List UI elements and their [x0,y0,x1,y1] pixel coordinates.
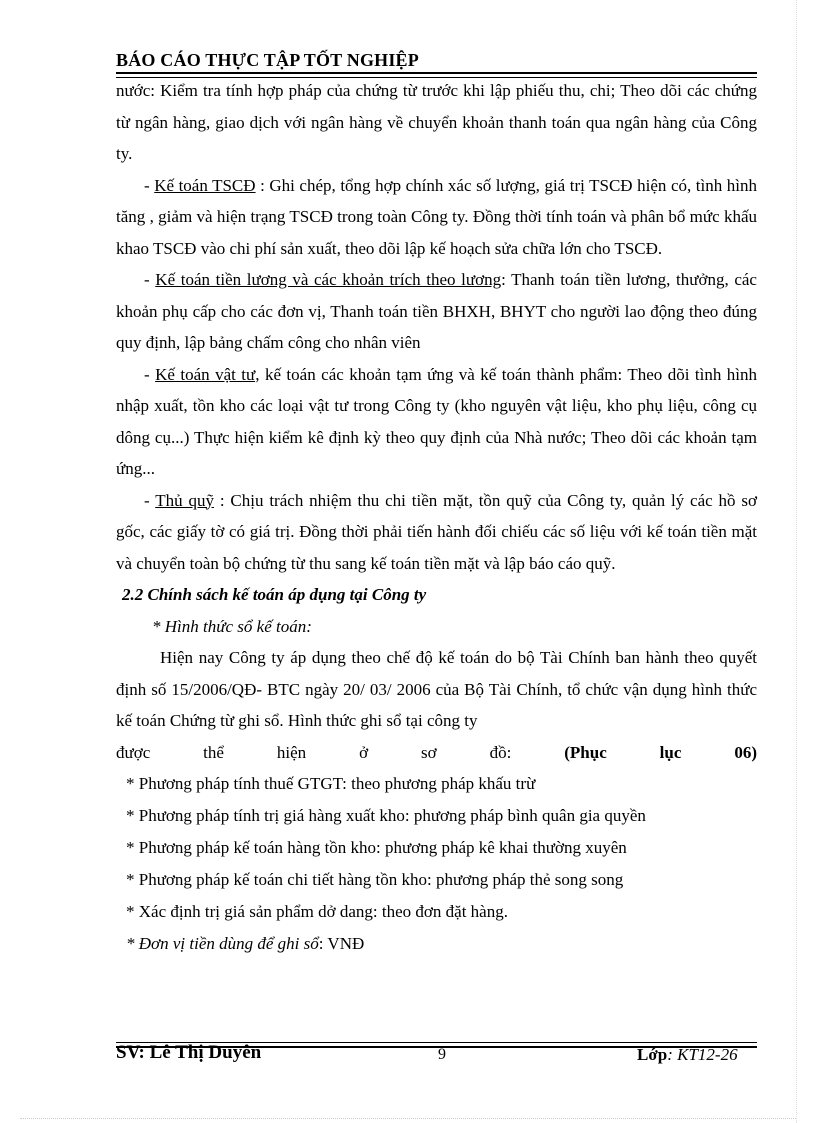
method-item: * Phương pháp kế toán hàng tồn kho: phương pháp kê khai thường xuyên [126,838,627,857]
page-edge-dotted [20,1118,796,1119]
student-name: SV: Lê Thị Duyên [116,1042,262,1063]
currency-item [116,928,757,960]
paragraph-bank-accounting: nước: Kiểm tra tính hợp pháp của chứng từ trước khi lập phiếu thu, chi; Theo dõi các chứng từ ngân hàng, giao dịch với ngân hàng về chuyển khoản thanh toán qua ngân hàng của Công ty. [116,81,757,163]
currency-value: : VNĐ [318,934,365,953]
paragraph-cashier [116,485,757,580]
currency-label: * Đơn vị tiền dùng để ghi sổ [126,934,319,953]
dash: - [144,270,156,289]
page-edge-dotted-vertical [796,0,797,1123]
method-item: * Xác định trị giá sản phẩm dở dang: theo đơn đặt hàng. [126,902,508,921]
paragraph-payroll [116,264,757,359]
dash: - [144,490,156,510]
dash: - [144,175,155,195]
appendix-reference: (Phục lục 06) [564,742,757,762]
page-body [116,75,757,960]
role-text-fixed-assets: : Ghi chép, tổng hợp chính xác số lượng, giá trị TSCĐ hiện có, tình hình tăng , giảm và hiện trạng TSCĐ trong toàn Công ty. Đồng thời tính toán và phân bổ mức khấu khao TSCĐ vào chi phí sản xuất, theo dõi lập kế hoạch sửa chữa lớn cho TSCĐ. [116,175,757,258]
diagram-text: được thể hiện ở sơ đồ: [116,742,512,762]
paragraph-accounting-regime: Hiện nay Công ty áp dụng theo chế độ kế toán do bộ Tài Chính ban hành theo quyết định số 15/2006/QĐ- BTC ngày 20/ 03/ 2006 của Bộ Tài Chính, tổ chức vận dụng hình thức kế toán Chứng từ ghi sổ. Hình thức ghi sổ tại công ty [116,648,757,730]
sub-heading: * Hình thức sổ kế toán: [152,616,312,636]
role-text-cashier: : Chịu trách nhiệm thu chi tiền mặt, tồn quỹ của Công ty, quản lý các hồ sơ gốc, các giấy tờ có giá trị. Đồng thời phải tiến hành đối chiếu các số liệu với kế toán tiền mặt và chuyển toàn bộ chứng từ thu sang kế toán tiền mặt và lập báo cáo quỹ. [116,490,757,573]
report-header-title: BÁO CÁO THỰC TẬP TỐT NGHIỆP [116,50,419,70]
page-number: 9 [438,1046,446,1063]
paragraph-fixed-assets [116,170,757,265]
paragraph-materials [116,359,757,485]
class-value: : KT12-26 [667,1045,738,1064]
class-label: Lớp [637,1045,668,1064]
paragraph-accounting-regime-last-line [116,737,757,769]
method-item: * Phương pháp tính trị giá hàng xuất kho: phương pháp bình quân gia quyền [126,806,646,825]
class-info [637,1045,738,1065]
role-label-payroll: Kế toán tiền lương và các khoản trích theo lương [155,270,502,289]
role-label-fixed-assets: Kế toán TSCĐ [154,175,256,195]
header-rule-thick [116,72,757,74]
role-text-payroll: : Thanh toán tiền lương, thưởng, các khoản phụ cấp cho các đơn vị, Thanh toán tiền BHXH, BHYT cho người lao động theo đúng quy định, lập bảng chấm công cho nhân viên [116,270,757,352]
dash: - [144,364,156,384]
role-text-materials: kế toán các khoản tạm ứng và kế toán thành phẩm: Theo dõi tình hình nhập xuất, tồn kho các loại vật tư trong Công ty (kho nguyên vật liệu, kho phụ liệu, công cụ dông cụ...) Thực hiện kiểm kê định kỳ theo quy định của Nhà nước; Theo dõi các khoản tạm ứng... [116,364,757,478]
method-item: * Phương pháp kế toán chi tiết hàng tồn kho: phương pháp thẻ song song [126,870,624,889]
role-label-materials: Kế toán vật tư, [155,364,260,384]
role-label-cashier: Thủ quỹ [155,490,214,510]
section-heading: 2.2 Chính sách kế toán áp dụng tại Công ty [122,585,427,604]
method-item: * Phương pháp tính thuế GTGT: theo phương pháp khấu trừ [126,774,536,793]
